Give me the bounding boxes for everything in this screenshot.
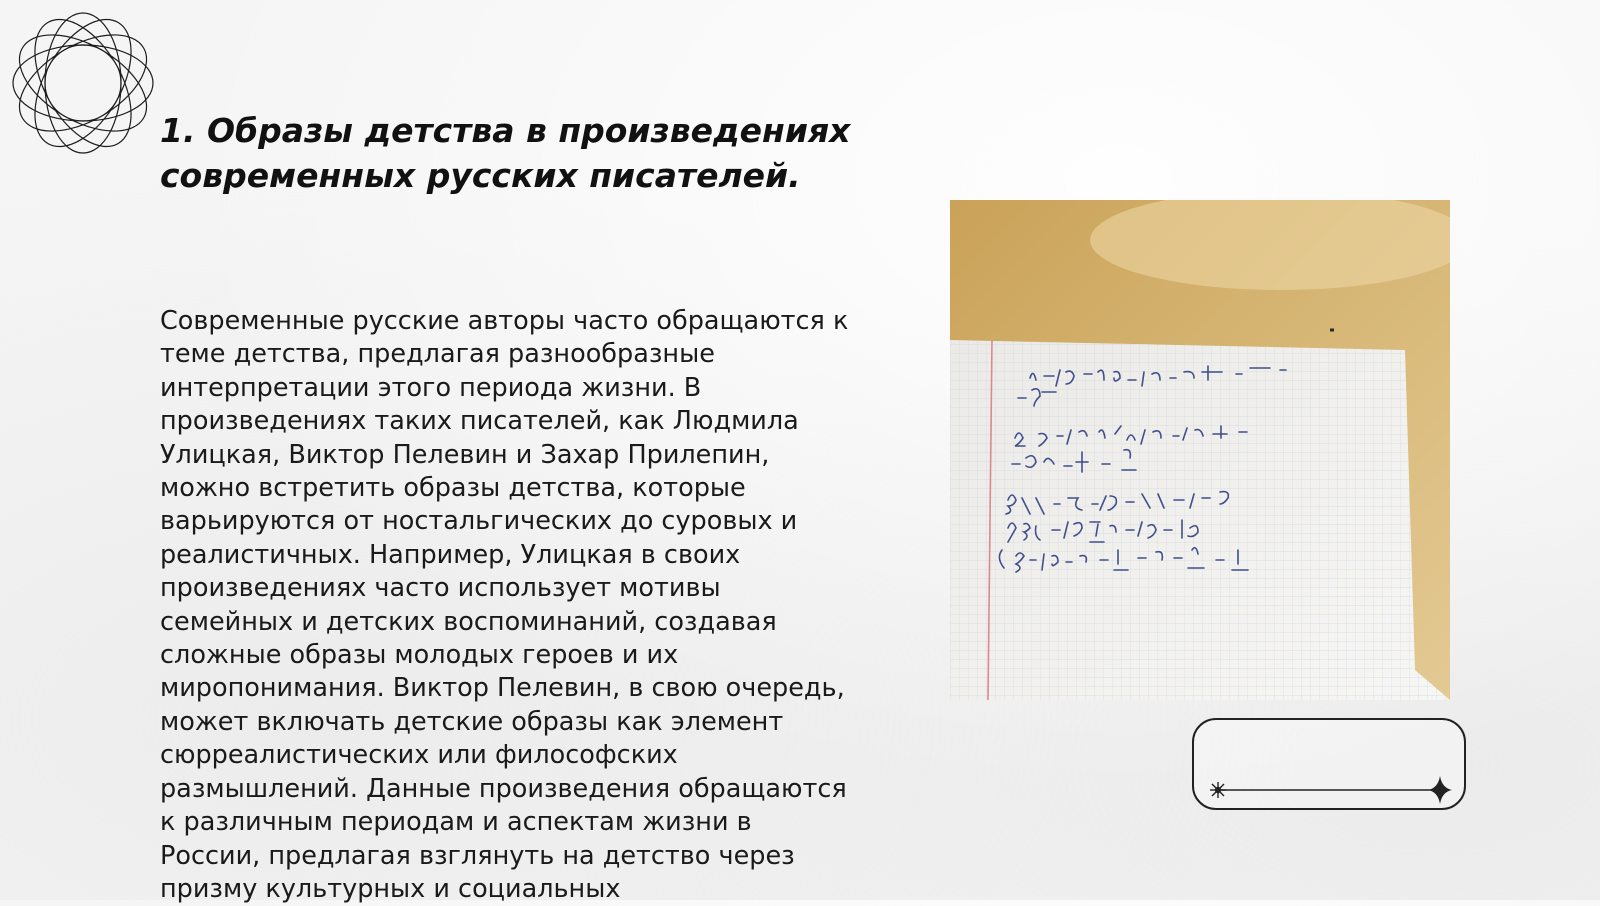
slide-title: 1. Образы детства в произведениях современных русских писателей. <box>160 111 851 195</box>
sparkle-icon <box>1210 782 1226 798</box>
notebook-photo <box>950 200 1450 700</box>
decorative-slider-card <box>1192 718 1466 810</box>
interlaced-rings-icon <box>10 10 156 156</box>
four-point-star-icon <box>1428 776 1452 804</box>
slide-body-text: Современные русские авторы часто обращаются к теме детства, предлагая разнообразные интерпретации этого периода жизни. В произведениях таких писателей, как Людмила Улицкая, Виктор Пелевин и Захар Прилепин, можно встретить образы детства, которые варьируются от ностальгических до суровых и реалистичных. Например, Улицкая в своих произведениях часто использует мотивы семейных и детских воспоминаний, создавая сложные образы молодых героев и их миропонимания. Виктор Пелевин, в свою очередь, может включать детские образы как элемент сюрреалистических или философских размышлений. Данные произведения обращаются к различным периодам и аспектам жизни в России, предлагая взглянуть на детство через призму культурных и социальных <box>160 306 849 904</box>
